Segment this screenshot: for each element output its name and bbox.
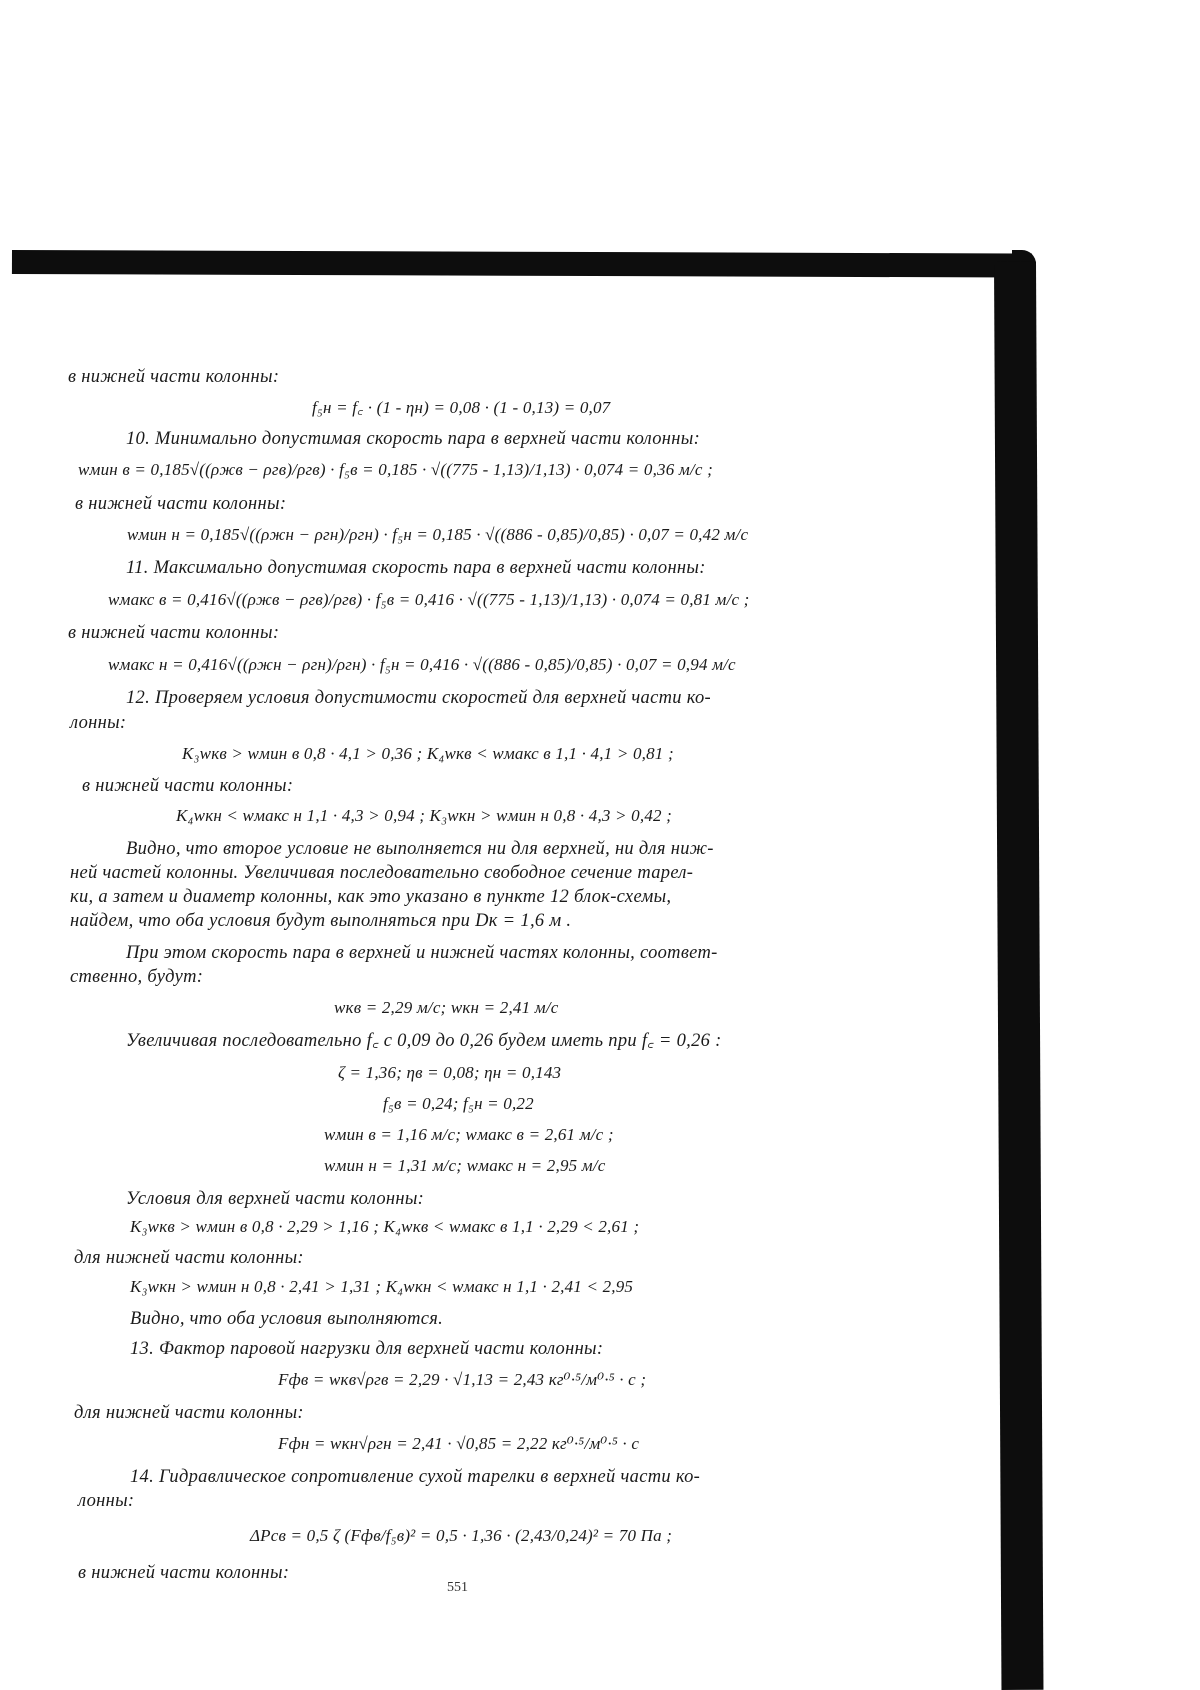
formula-line: f₅в = 0,24; f₅н = 0,22 bbox=[383, 1094, 534, 1113]
paragraph-line: Видно, что второе условие не выполняется ни для верхней, ни для ниж- bbox=[126, 839, 714, 859]
paragraph-line: найдем, что оба условия будут выполняться при Dк = 1,6 м . bbox=[70, 911, 572, 931]
formula-line: wмин н = 1,31 м/с; wмакс н = 2,95 м/с bbox=[324, 1156, 606, 1175]
formula-line: K₃wкв > wмин в 0,8 · 4,1 > 0,36 ; K₄wкв < wмакс в 1,1 · 4,1 > 0,81 ; bbox=[182, 744, 674, 763]
text-line: для нижней части колонны: bbox=[74, 1403, 304, 1423]
paragraph-line: Увеличивая последовательно f꜀ с 0,09 до 0,26 будем иметь при f꜀ = 0,26 : bbox=[126, 1031, 722, 1051]
text-line: в нижней части колонны: bbox=[68, 623, 280, 643]
section-heading: 13. Фактор паровой нагрузки для верхней части колонны: bbox=[130, 1339, 604, 1359]
section-heading: 10. Минимально допустимая скорость пара в верхней части колонны: bbox=[126, 429, 701, 449]
text-line: Условия для верхней части колонны: bbox=[126, 1189, 425, 1209]
formula-line: wмакс н = 0,416√((ρжн − ρгн)/ρгн) · f₅н = 0,416 · √((886 - 0,85)/0,85) · 0,07 = 0,94 м/с bbox=[108, 655, 736, 674]
paragraph-line: ней частей колонны. Увеличивая последовательно свободное сечение тарел- bbox=[70, 863, 694, 883]
text-line: в нижней части колонны: bbox=[68, 367, 280, 387]
formula-line: K₄wкн < wмакс н 1,1 · 4,3 > 0,94 ; K₃wкн > wмин н 0,8 · 4,3 > 0,42 ; bbox=[176, 806, 673, 825]
formula-line: Fфв = wкв√ρгв = 2,29 · √1,13 = 2,43 кг⁰·⁵/м⁰·⁵ · с ; bbox=[278, 1370, 647, 1389]
text-line: в нижней части колонны: bbox=[75, 494, 287, 514]
formula-line: wмин н = 0,185√((ρжн − ρгн)/ρгн) · f₅н = 0,185 · √((886 - 0,85)/0,85) · 0,07 = 0,42 м/с bbox=[127, 525, 749, 544]
formula-line: wмакс в = 0,416√((ρжв − ρгв)/ρгв) · f₅в = 0,416 · √((775 - 1,13)/1,13) · 0,074 = 0,81 м/с ; bbox=[108, 590, 750, 609]
formula-line: K₃wкв > wмин в 0,8 · 2,29 > 1,16 ; K₄wкв < wмакс в 1,1 · 2,29 < 2,61 ; bbox=[130, 1217, 640, 1236]
formula-line: wкв = 2,29 м/с; wкн = 2,41 м/с bbox=[334, 998, 559, 1017]
formula-line: f₅н = f꜀ · (1 - ηн) = 0,08 · (1 - 0,13) = 0,07 bbox=[312, 398, 611, 417]
section-heading: 14. Гидравлическое сопротивление сухой тарелки в верхней части ко- bbox=[130, 1467, 701, 1487]
text-line: лонны: bbox=[78, 1491, 135, 1511]
formula-line: wмин в = 0,185√((ρжв − ρгв)/ρгв) · f₅в = 0,185 · √((775 - 1,13)/1,13) · 0,074 = 0,36 м/с ; bbox=[78, 460, 713, 479]
paragraph-line: ственно, будут: bbox=[70, 967, 204, 987]
formula-line: Fфн = wкн√ρгн = 2,41 · √0,85 = 2,22 кг⁰·⁵/м⁰·⁵ · с bbox=[278, 1434, 640, 1453]
formula-line: K₃wкн > wмин н 0,8 · 2,41 > 1,31 ; K₄wкн < wмакс н 1,1 · 2,41 < 2,95 bbox=[130, 1277, 634, 1296]
formula-line: wмин в = 1,16 м/с; wмакс в = 2,61 м/с ; bbox=[324, 1125, 614, 1144]
section-heading: 11. Максимально допустимая скорость пара в верхней части колонны: bbox=[126, 558, 706, 578]
formula-line: ζ = 1,36; ηв = 0,08; ηн = 0,143 bbox=[338, 1063, 562, 1082]
formula-line: ΔPсв = 0,5 ζ (Fфв/f₅в)² = 0,5 · 1,36 · (2,43/0,24)² = 70 Па ; bbox=[250, 1526, 673, 1545]
text-line: лонны: bbox=[70, 713, 127, 733]
text-line: Видно, что оба условия выполняются. bbox=[130, 1309, 444, 1329]
section-heading: 12. Проверяем условия допустимости скоростей для верхней части ко- bbox=[126, 688, 711, 708]
text-line: в нижней части колонны: bbox=[78, 1563, 290, 1583]
paragraph-line: При этом скорость пара в верхней и нижней частях колонны, соответ- bbox=[126, 943, 718, 963]
text-line: для нижней части колонны: bbox=[74, 1248, 304, 1268]
text-line: в нижней части колонны: bbox=[82, 776, 294, 796]
paragraph-line: ки, а затем и диаметр колонны, как это указано в пункте 12 блок-схемы, bbox=[70, 887, 672, 907]
page-number: 551 bbox=[447, 1580, 468, 1595]
